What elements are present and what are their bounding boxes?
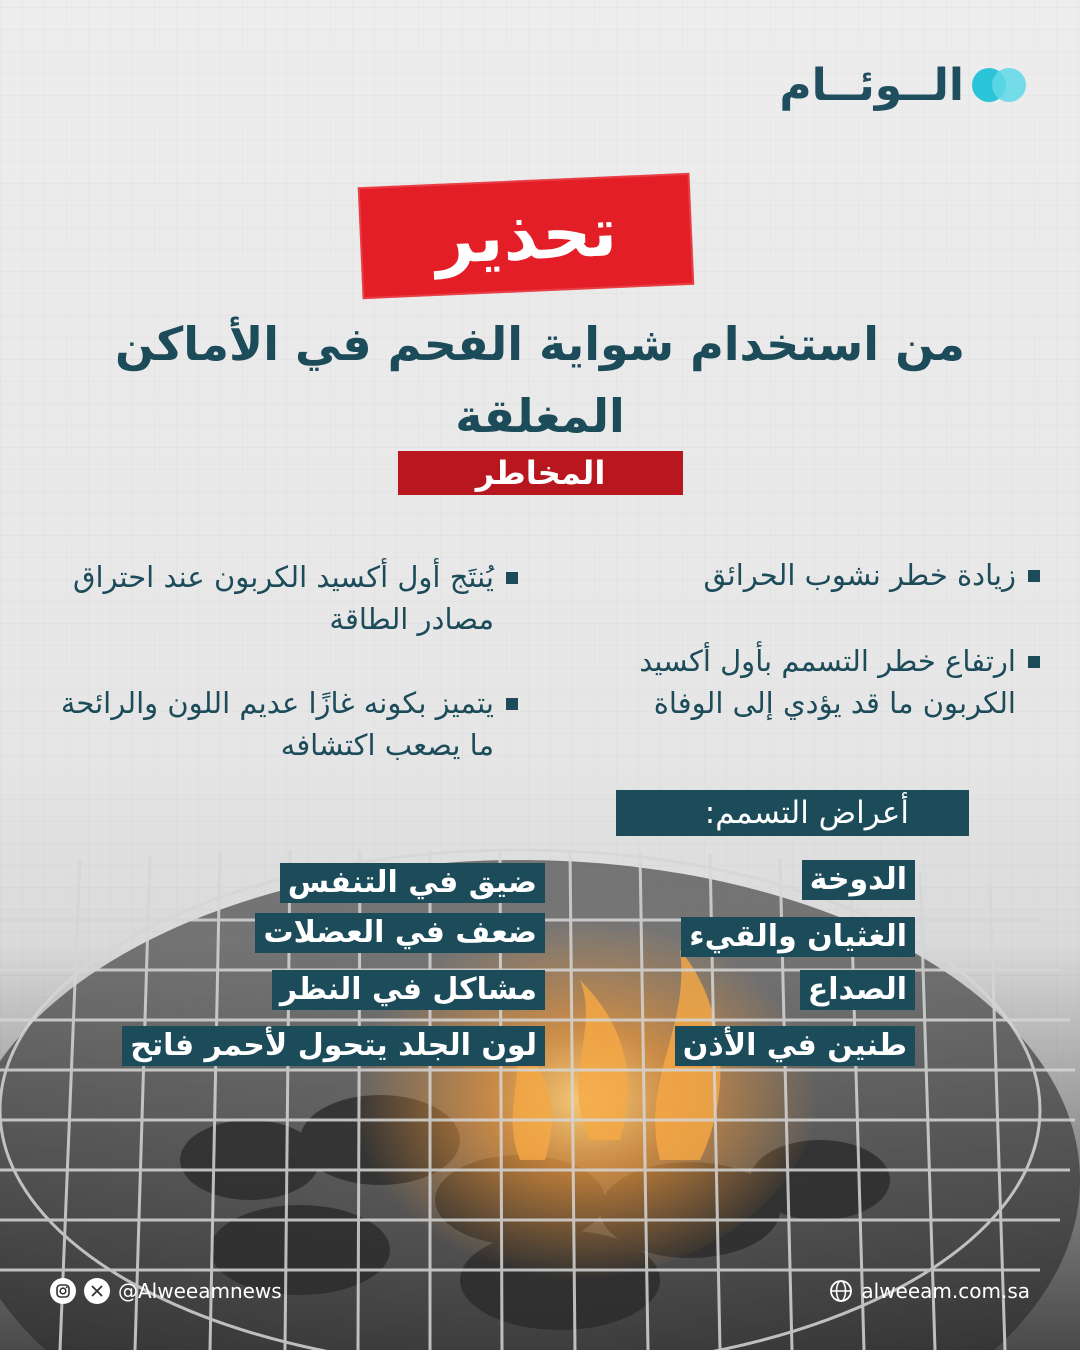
globe-icon [829, 1279, 853, 1303]
risk-text: ارتفاع خطر التسمم بأول أكسيد الكربون ما قد يؤدي إلى الوفاة [639, 644, 1016, 720]
symptoms-title: أعراض التسمم: [616, 790, 969, 836]
square-bullet-icon [1028, 656, 1040, 668]
brand-mark-icon [972, 64, 1030, 106]
square-bullet-icon [506, 572, 518, 584]
brand-logo [779, 55, 1030, 115]
risk-text: يُنتَج أول أكسيد الكربون عند احتراق مصادر الطاقة [72, 560, 494, 636]
risks-title: المخاطر [398, 451, 683, 495]
square-bullet-icon [1028, 570, 1040, 582]
headline: من استخدام شواية الفحم في الأماكن المغلقة [115, 317, 965, 443]
website-footer [829, 1274, 1030, 1308]
social-footer [50, 1274, 282, 1308]
symptom-item: ضيق في التنفس [280, 863, 545, 903]
symptom-item: الغثيان والقيء [681, 917, 915, 957]
symptom-item: ضعف في العضلات [255, 913, 545, 953]
x-icon[interactable] [84, 1278, 110, 1304]
instagram-icon[interactable] [50, 1278, 76, 1304]
risk-item [48, 556, 518, 640]
risk-item [48, 682, 518, 766]
website-url[interactable]: alweeam.com.sa [861, 1279, 1030, 1303]
risk-text: يتميز بكونه غازًا عديم اللون والرائحة ما يصعب اكتشافه [60, 686, 494, 762]
symptom-item: الدوخة [802, 860, 915, 900]
square-bullet-icon [506, 698, 518, 710]
symptom-item: لون الجلد يتحول لأحمر فاتح [122, 1026, 545, 1066]
social-handle[interactable]: @Alweeamnews [118, 1279, 282, 1303]
warning-label: تحذير [433, 192, 619, 280]
risk-text: زيادة خطر نشوب الحرائق [703, 558, 1016, 592]
risk-item [550, 640, 1040, 724]
symptom-item: الصداع [800, 970, 915, 1010]
symptom-item: طنين في الأذن [675, 1026, 915, 1066]
brand-name: الــوئــام [779, 59, 964, 111]
risk-item [570, 554, 1040, 596]
symptom-item: مشاكل في النظر [272, 970, 545, 1010]
